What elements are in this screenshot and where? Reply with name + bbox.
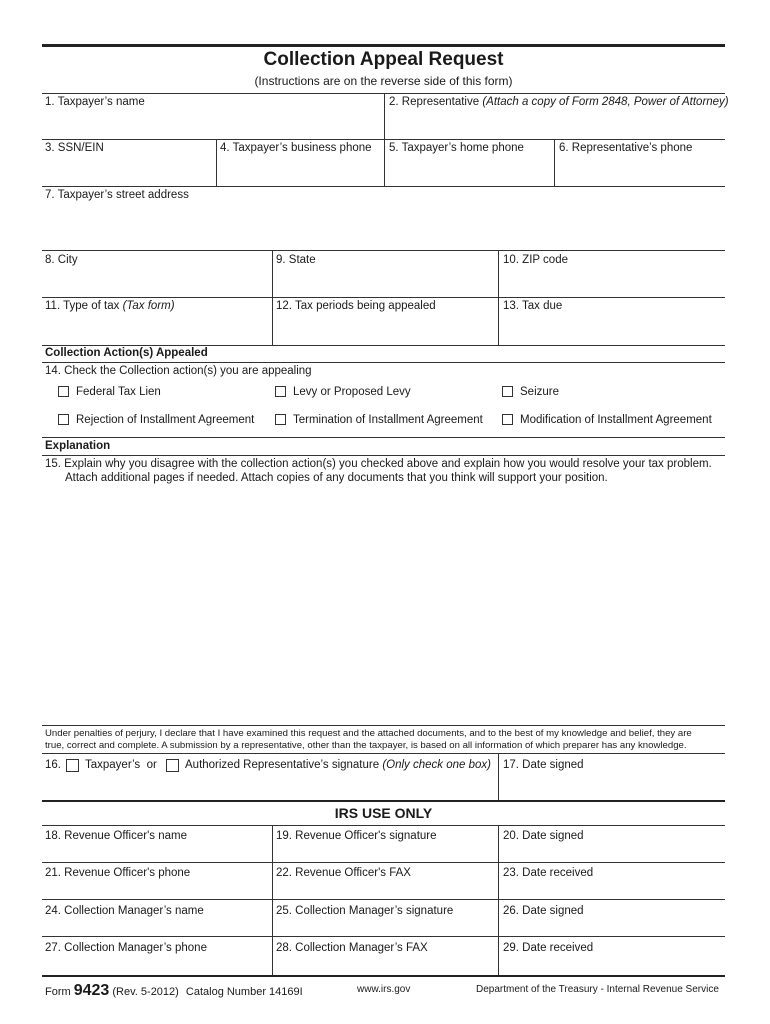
irs-date-received-label: 23. Date received bbox=[503, 867, 594, 879]
rule bbox=[42, 862, 725, 863]
tax-periods-label: 12. Tax periods being appealed bbox=[276, 300, 436, 312]
rule bbox=[42, 753, 725, 754]
form-word: Form bbox=[45, 986, 71, 998]
form-subtitle: (Instructions are on the reverse side of this form) bbox=[254, 74, 513, 88]
state-field[interactable] bbox=[276, 270, 498, 298]
home-phone-label: 5. Taxpayer’s home phone bbox=[389, 142, 524, 154]
explanation-textarea[interactable] bbox=[45, 492, 727, 724]
street-address-label: 7. Taxpayer’s street address bbox=[45, 189, 189, 201]
taxpayer-signature-checkbox[interactable] bbox=[66, 759, 79, 772]
representative-signature-checkbox[interactable] bbox=[166, 759, 179, 772]
federal-tax-lien-checkbox[interactable] bbox=[58, 386, 69, 397]
collection-manager-fax-label: 28. Collection Manager’s FAX bbox=[276, 942, 428, 954]
irs-use-rule bbox=[42, 800, 725, 802]
divider bbox=[498, 825, 499, 976]
rule bbox=[42, 345, 725, 346]
form-revision: (Rev. 5-2012) bbox=[112, 986, 179, 998]
divider bbox=[272, 250, 273, 297]
state-label: 9. State bbox=[276, 254, 316, 266]
divider bbox=[272, 825, 273, 976]
representative-field[interactable] bbox=[389, 111, 727, 137]
rule bbox=[42, 437, 725, 438]
irs-website: www.irs.gov bbox=[357, 984, 411, 995]
date-signed-label: 17. Date signed bbox=[503, 759, 584, 771]
collection-manager-name-label: 24. Collection Manager’s name bbox=[45, 905, 204, 917]
federal-tax-lien-label: Federal Tax Lien bbox=[76, 386, 161, 398]
taxpayer-name-field[interactable] bbox=[45, 111, 385, 137]
top-rule bbox=[42, 44, 725, 47]
rule bbox=[42, 297, 725, 298]
form-number: 9423 bbox=[73, 982, 110, 999]
divider bbox=[498, 753, 499, 801]
levy-checkbox[interactable] bbox=[275, 386, 286, 397]
rule bbox=[42, 362, 725, 363]
explanation-heading: Explanation bbox=[45, 440, 111, 452]
termination-installment-label: Termination of Installment Agreement bbox=[293, 414, 483, 426]
collection-actions-heading: Collection Action(s) Appealed bbox=[45, 347, 208, 359]
rule bbox=[42, 899, 725, 900]
divider bbox=[384, 93, 385, 139]
revenue-officer-phone-label: 21. Revenue Officer's phone bbox=[45, 867, 191, 879]
termination-installment-checkbox[interactable] bbox=[275, 414, 286, 425]
manager-date-received-label: 29. Date received bbox=[503, 942, 594, 954]
collection-manager-signature-label: 25. Collection Manager’s signature bbox=[276, 905, 454, 917]
representative-phone-label: 6. Representative’s phone bbox=[559, 142, 693, 154]
perjury-statement-1: Under penalties of perjury, I declare that I have examined this request and the attached documents, and to the best of my knowledge and belief, they are bbox=[45, 728, 692, 739]
seizure-label: Seizure bbox=[520, 386, 559, 398]
tax-periods-field[interactable] bbox=[276, 316, 498, 344]
tax-due-field[interactable] bbox=[503, 316, 727, 344]
city-field[interactable] bbox=[45, 270, 273, 298]
irs-date-signed-label: 20. Date signed bbox=[503, 830, 584, 842]
type-of-tax-field[interactable] bbox=[45, 316, 273, 344]
ssn-ein-field[interactable] bbox=[45, 157, 217, 185]
divider bbox=[498, 250, 499, 297]
representative-phone-field[interactable] bbox=[559, 157, 727, 185]
revenue-officer-fax-label: 22. Revenue Officer's FAX bbox=[276, 867, 411, 879]
rejection-installment-label: Rejection of Installment Agreement bbox=[76, 414, 255, 426]
revenue-officer-signature-label: 19. Revenue Officer's signature bbox=[276, 830, 437, 842]
taxpayer-signature-label: Taxpayer’s or bbox=[85, 759, 157, 771]
rule bbox=[42, 186, 725, 187]
explanation-instruction-1: 15. Explain why you disagree with the collection action(s) you checked above and explain how you would resolve your tax problem. bbox=[45, 458, 712, 470]
ssn-ein-label: 3. SSN/EIN bbox=[45, 142, 104, 154]
rule bbox=[42, 825, 725, 826]
rule bbox=[42, 250, 725, 251]
levy-label: Levy or Proposed Levy bbox=[293, 386, 411, 398]
rejection-installment-checkbox[interactable] bbox=[58, 414, 69, 425]
seizure-checkbox[interactable] bbox=[502, 386, 513, 397]
representative-label: 2. Representative (Attach a copy of Form 2848, Power of Attorney) bbox=[389, 96, 729, 108]
signature-field[interactable] bbox=[45, 776, 497, 800]
zip-code-field[interactable] bbox=[503, 270, 727, 298]
manager-date-signed-label: 26. Date signed bbox=[503, 905, 584, 917]
business-phone-field[interactable] bbox=[220, 157, 386, 185]
divider bbox=[272, 297, 273, 345]
city-label: 8. City bbox=[45, 254, 78, 266]
rule bbox=[42, 936, 725, 937]
footer-rule bbox=[42, 975, 725, 977]
rule bbox=[42, 455, 725, 456]
home-phone-field[interactable] bbox=[389, 157, 555, 185]
rule bbox=[42, 725, 725, 726]
catalog-number: Catalog Number 14169I bbox=[185, 986, 303, 998]
divider bbox=[384, 139, 385, 186]
revenue-officer-name-label: 18. Revenue Officer's name bbox=[45, 830, 187, 842]
perjury-statement-2: true, correct and complete. A submission by a representative, other than the taxpayer, is based on all information of which preparer has any knowledge. bbox=[45, 740, 687, 751]
representative-signature-label: Authorized Representative’s signature (Only check one box) bbox=[185, 759, 491, 771]
taxpayer-name-label: 1. Taxpayer’s name bbox=[45, 96, 145, 108]
explanation-instruction-2: Attach additional pages if needed. Attach copies of any documents that you think will support your position. bbox=[65, 472, 608, 484]
zip-code-label: 10. ZIP code bbox=[503, 254, 568, 266]
modification-installment-checkbox[interactable] bbox=[502, 414, 513, 425]
divider bbox=[216, 139, 217, 186]
collection-instruction: 14. Check the Collection action(s) you are appealing bbox=[45, 365, 312, 377]
form-title: Collection Appeal Request bbox=[263, 49, 504, 70]
divider bbox=[554, 139, 555, 186]
type-of-tax-label: 11. Type of tax (Tax form) bbox=[45, 300, 175, 312]
business-phone-label: 4. Taxpayer’s business phone bbox=[220, 142, 372, 154]
collection-manager-phone-label: 27. Collection Manager’s phone bbox=[45, 942, 207, 954]
form-identifier bbox=[45, 982, 303, 1000]
street-address-field[interactable] bbox=[45, 206, 727, 248]
tax-due-label: 13. Tax due bbox=[503, 300, 563, 312]
modification-installment-label: Modification of Installment Agreement bbox=[520, 414, 712, 426]
department-name: Department of the Treasury - Internal Revenue Service bbox=[476, 984, 719, 995]
date-signed-field[interactable] bbox=[503, 776, 727, 800]
divider bbox=[498, 297, 499, 345]
irs-use-only-title: IRS USE ONLY bbox=[334, 805, 433, 821]
signature-number: 16. bbox=[45, 759, 61, 771]
